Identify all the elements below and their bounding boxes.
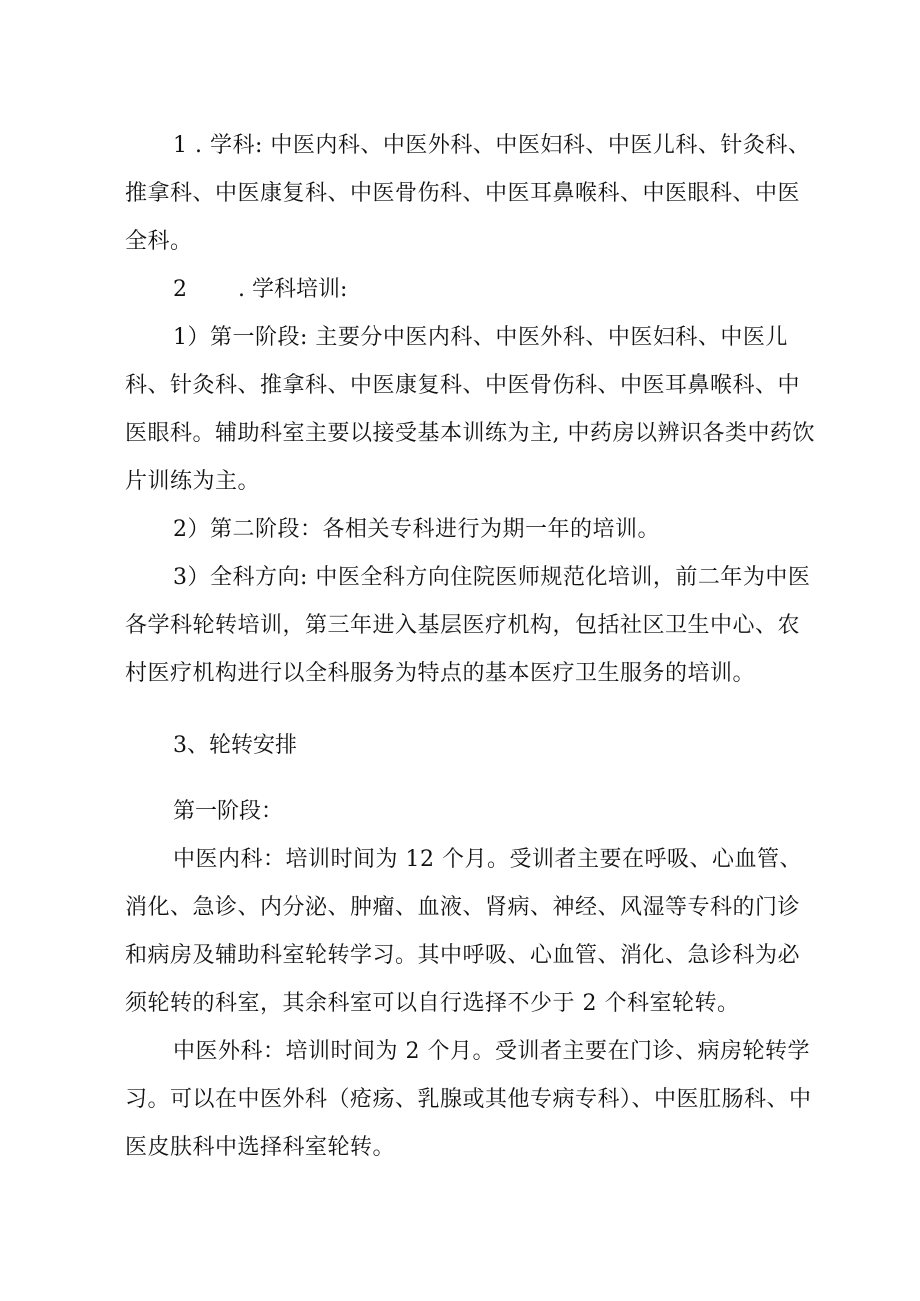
paragraph-general-direction: 3）全科方向: 中医全科方向住院医师规范化培训，前二年为中医各学科轮转培训，第三年进入基层医疗机构，包括社区卫生中心、农村医疗机构进行以全科服务为特点的基本医疗卫生服务的培训。 <box>125 565 811 686</box>
paragraph-surgery: 中医外科：培训时间为 2 个月。受训者主要在门诊、病房轮转学习。可以在中医外科（疮疡、乳腺或其他专病专科）、中医肛肠科、中医皮肤科中选择科室轮转。 <box>125 1039 812 1160</box>
paragraph-stage-one: 1）第一阶段: 主要分中医内科、中医外科、中医妇科、中医儿科、针灸科、推拿科、中医康复科、中医骨伤科、中医耳鼻喉科、中医眼科。辅助科室主要以接受基本训练为主, 中药房以辨识各类中药饮片训练为主。 <box>125 325 815 494</box>
heading-first-stage: 第一阶段： <box>173 799 284 824</box>
heading-discipline-training: 2 . 学科培训: <box>173 277 348 302</box>
paragraph-disciplines: 1 . 学科: 中医内科、中医外科、中医妇科、中医儿科、针灸科、推拿科、中医康复科、中医骨伤科、中医耳鼻喉科、中医眼科、中医全科。 <box>125 133 811 254</box>
paragraph-stage-two: 2）第二阶段：各相关专科进行为期一年的培训。 <box>173 517 660 542</box>
paragraph-internal-medicine: 中医内科：培训时间为 12 个月。受训者主要在呼吸、心血管、消化、急诊、内分泌、肿瘤、血液、肾病、神经、风湿等专科的门诊和病房及辅助科室轮转学习。其中呼吸、心血管、消化、急诊科为必须轮转的科室，其余科室可以自行选择不少于 2 个科室轮转。 <box>125 847 802 1016</box>
heading-rotation-arrangement: 3、轮转安排 <box>173 733 297 758</box>
